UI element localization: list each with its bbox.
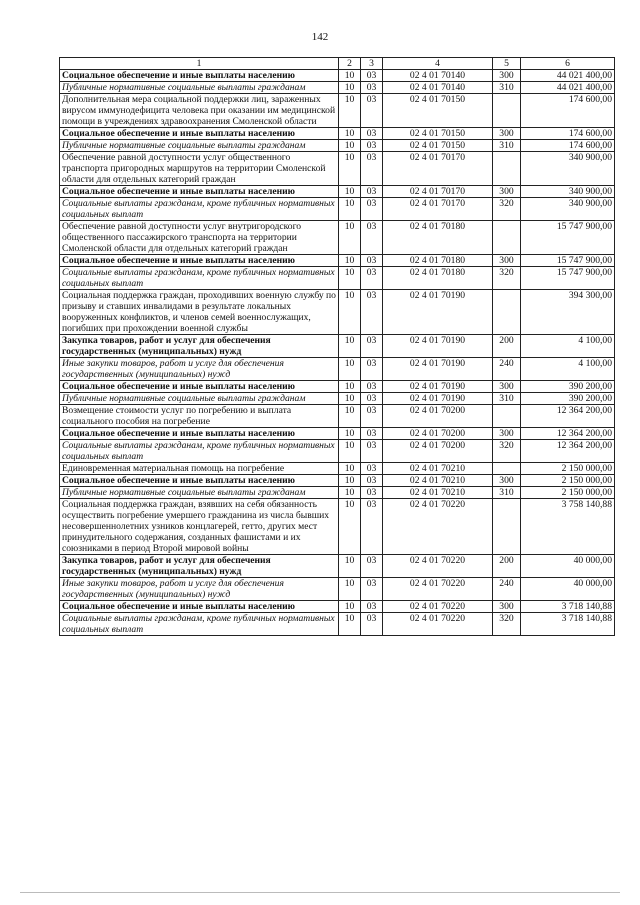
section-code-cell: 10 [339,186,361,198]
section-code-cell: 10 [339,428,361,440]
section-code-cell: 10 [339,152,361,186]
table-row [60,578,615,601]
row-name-cell: Социальные выплаты гражданам, кроме публичных нормативных социальных выплат [60,613,339,636]
expense-type-cell: 300 [493,70,521,82]
row-name-cell: Социальные выплаты гражданам, кроме публичных нормативных социальных выплат [60,198,339,221]
expense-type-cell: 310 [493,140,521,152]
table-row [60,381,615,393]
row-name-cell: Обеспечение равной доступности услуг общественного транспорта пригородных маршрутов на территории Смоленской области для отдельных категорий граждан [60,152,339,186]
expense-type-cell [493,463,521,475]
expense-type-cell [493,405,521,428]
section-code-cell: 10 [339,267,361,290]
section-code-cell: 10 [339,358,361,381]
section-code-cell: 10 [339,613,361,636]
amount-cell: 12 364 200,00 [521,405,615,428]
expense-type-cell: 200 [493,335,521,358]
row-name-cell: Публичные нормативные социальные выплаты гражданам [60,82,339,94]
amount-cell: 174 600,00 [521,128,615,140]
row-name-cell: Социальное обеспечение и иные выплаты населению [60,70,339,82]
expense-type-cell: 300 [493,428,521,440]
row-name-cell: Публичные нормативные социальные выплаты гражданам [60,393,339,405]
table-row [60,487,615,499]
subsection-code-cell: 03 [361,198,383,221]
amount-cell: 15 747 900,00 [521,267,615,290]
table-row [60,555,615,578]
table-row [60,198,615,221]
section-code-cell: 10 [339,578,361,601]
amount-cell: 174 600,00 [521,140,615,152]
row-name-cell: Дополнительная мера социальной поддержки лиц, зараженных вирусом иммунодефицита человека при оказании им медицинской помощи в учреждениях здравоохранения Смоленской области [60,94,339,128]
amount-cell: 3 718 140,88 [521,613,615,636]
expense-type-cell [493,94,521,128]
subsection-code-cell: 03 [361,475,383,487]
expense-type-cell: 240 [493,578,521,601]
expense-type-cell [493,290,521,335]
row-name-cell: Единовременная материальная помощь на погребение [60,463,339,475]
section-code-cell: 10 [339,128,361,140]
column-header: 3 [361,58,383,70]
subsection-code-cell: 03 [361,255,383,267]
row-name-cell: Закупка товаров, работ и услуг для обеспечения государственных (муниципальных) нужд [60,335,339,358]
target-article-cell: 02 4 01 70190 [383,335,493,358]
row-name-cell: Публичные нормативные социальные выплаты гражданам [60,487,339,499]
amount-cell: 394 300,00 [521,290,615,335]
row-name-cell: Иные закупки товаров, работ и услуг для обеспечения государственных (муниципальных) нужд [60,358,339,381]
target-article-cell: 02 4 01 70170 [383,198,493,221]
row-name-cell: Социальная поддержка граждан, взявших на себя обязанность осуществить погребение умершего гражданина из числа бывших несовершеннолетних узников концлагерей, гетто, других мест принудительного содержания, созданных фашистами и их союзниками в период Второй мировой войны [60,499,339,555]
row-name-cell: Социальные выплаты гражданам, кроме публичных нормативных социальных выплат [60,440,339,463]
row-name-cell: Социальное обеспечение и иные выплаты населению [60,601,339,613]
row-name-cell: Социальное обеспечение и иные выплаты населению [60,381,339,393]
table-row [60,152,615,186]
budget-table [59,57,615,636]
section-code-cell: 10 [339,405,361,428]
section-code-cell: 10 [339,140,361,152]
target-article-cell: 02 4 01 70220 [383,613,493,636]
table-row [60,267,615,290]
row-name-cell: Социальное обеспечение и иные выплаты населению [60,255,339,267]
row-name-cell: Обеспечение равной доступности услуг внутригородского общественного пассажирского транспорта на территории Смоленской области для отдельных категорий граждан [60,221,339,255]
target-article-cell: 02 4 01 70180 [383,221,493,255]
expense-type-cell: 300 [493,186,521,198]
expense-type-cell [493,221,521,255]
subsection-code-cell: 03 [361,578,383,601]
subsection-code-cell: 03 [361,140,383,152]
subsection-code-cell: 03 [361,94,383,128]
expense-type-cell: 320 [493,198,521,221]
amount-cell: 2 150 000,00 [521,487,615,499]
section-code-cell: 10 [339,255,361,267]
table-row [60,94,615,128]
amount-cell: 44 021 400,00 [521,82,615,94]
table-row [60,613,615,636]
section-code-cell: 10 [339,487,361,499]
row-name-cell: Социальные выплаты гражданам, кроме публичных нормативных социальных выплат [60,267,339,290]
subsection-code-cell: 03 [361,267,383,290]
target-article-cell: 02 4 01 70190 [383,358,493,381]
scan-edge-line [20,892,620,893]
table-row [60,290,615,335]
target-article-cell: 02 4 01 70150 [383,94,493,128]
section-code-cell: 10 [339,290,361,335]
target-article-cell: 02 4 01 70190 [383,290,493,335]
table-row [60,128,615,140]
section-code-cell: 10 [339,601,361,613]
section-code-cell: 10 [339,463,361,475]
table-row [60,82,615,94]
table-row [60,186,615,198]
target-article-cell: 02 4 01 70180 [383,267,493,290]
amount-cell: 40 000,00 [521,555,615,578]
column-header: 4 [383,58,493,70]
table-row [60,70,615,82]
target-article-cell: 02 4 01 70150 [383,128,493,140]
amount-cell: 3 718 140,88 [521,601,615,613]
row-name-cell: Социальное обеспечение и иные выплаты населению [60,475,339,487]
amount-cell: 2 150 000,00 [521,475,615,487]
table-row [60,393,615,405]
target-article-cell: 02 4 01 70140 [383,82,493,94]
expense-type-cell [493,152,521,186]
row-name-cell: Социальное обеспечение и иные выплаты населению [60,428,339,440]
table-header-row [60,58,615,70]
column-header: 1 [60,58,339,70]
subsection-code-cell: 03 [361,221,383,255]
table-row [60,358,615,381]
amount-cell: 15 747 900,00 [521,255,615,267]
target-article-cell: 02 4 01 70200 [383,405,493,428]
target-article-cell: 02 4 01 70170 [383,152,493,186]
subsection-code-cell: 03 [361,405,383,428]
subsection-code-cell: 03 [361,70,383,82]
subsection-code-cell: 03 [361,381,383,393]
subsection-code-cell: 03 [361,82,383,94]
column-header: 2 [339,58,361,70]
row-name-cell: Публичные нормативные социальные выплаты гражданам [60,140,339,152]
expense-type-cell: 240 [493,358,521,381]
amount-cell: 340 900,00 [521,186,615,198]
subsection-code-cell: 03 [361,335,383,358]
expense-type-cell: 320 [493,440,521,463]
section-code-cell: 10 [339,70,361,82]
target-article-cell: 02 4 01 70190 [383,381,493,393]
target-article-cell: 02 4 01 70150 [383,140,493,152]
section-code-cell: 10 [339,475,361,487]
table-row [60,428,615,440]
subsection-code-cell: 03 [361,487,383,499]
column-header: 6 [521,58,615,70]
target-article-cell: 02 4 01 70210 [383,463,493,475]
table-row [60,475,615,487]
subsection-code-cell: 03 [361,463,383,475]
amount-cell: 174 600,00 [521,94,615,128]
expense-type-cell: 310 [493,393,521,405]
expense-type-cell: 320 [493,267,521,290]
amount-cell: 3 758 140,88 [521,499,615,555]
table-row [60,335,615,358]
table-row [60,601,615,613]
row-name-cell: Возмещение стоимости услуг по погребению и выплата социального пособия на погребение [60,405,339,428]
table-row [60,255,615,267]
table-row [60,440,615,463]
subsection-code-cell: 03 [361,428,383,440]
section-code-cell: 10 [339,221,361,255]
subsection-code-cell: 03 [361,290,383,335]
target-article-cell: 02 4 01 70220 [383,578,493,601]
target-article-cell: 02 4 01 70140 [383,70,493,82]
target-article-cell: 02 4 01 70170 [383,186,493,198]
amount-cell: 390 200,00 [521,393,615,405]
row-name-cell: Закупка товаров, работ и услуг для обеспечения государственных (муниципальных) нужд [60,555,339,578]
target-article-cell: 02 4 01 70190 [383,393,493,405]
row-name-cell: Социальная поддержка граждан, проходивших военную службу по призыву и ставших инвалидами в результате локальных вооруженных конфликтов, и членов семей военнослужащих, погибших при прохождении военной службы [60,290,339,335]
row-name-cell: Социальное обеспечение и иные выплаты населению [60,128,339,140]
section-code-cell: 10 [339,555,361,578]
section-code-cell: 10 [339,82,361,94]
subsection-code-cell: 03 [361,601,383,613]
section-code-cell: 10 [339,94,361,128]
expense-type-cell: 200 [493,555,521,578]
subsection-code-cell: 03 [361,499,383,555]
target-article-cell: 02 4 01 70220 [383,601,493,613]
subsection-code-cell: 03 [361,440,383,463]
expense-type-cell [493,499,521,555]
table-body [60,70,615,636]
expense-type-cell: 300 [493,381,521,393]
amount-cell: 4 100,00 [521,358,615,381]
target-article-cell: 02 4 01 70180 [383,255,493,267]
table-row [60,463,615,475]
amount-cell: 12 364 200,00 [521,440,615,463]
row-name-cell: Иные закупки товаров, работ и услуг для обеспечения государственных (муниципальных) нужд [60,578,339,601]
target-article-cell: 02 4 01 70210 [383,475,493,487]
section-code-cell: 10 [339,393,361,405]
amount-cell: 340 900,00 [521,152,615,186]
subsection-code-cell: 03 [361,555,383,578]
expense-type-cell: 310 [493,487,521,499]
amount-cell: 15 747 900,00 [521,221,615,255]
subsection-code-cell: 03 [361,186,383,198]
amount-cell: 340 900,00 [521,198,615,221]
section-code-cell: 10 [339,335,361,358]
table-row [60,499,615,555]
amount-cell: 44 021 400,00 [521,70,615,82]
column-header: 5 [493,58,521,70]
target-article-cell: 02 4 01 70200 [383,440,493,463]
amount-cell: 390 200,00 [521,381,615,393]
expense-type-cell: 320 [493,613,521,636]
amount-cell: 4 100,00 [521,335,615,358]
amount-cell: 12 364 200,00 [521,428,615,440]
expense-type-cell: 300 [493,475,521,487]
amount-cell: 40 000,00 [521,578,615,601]
target-article-cell: 02 4 01 70210 [383,487,493,499]
row-name-cell: Социальное обеспечение и иные выплаты населению [60,186,339,198]
section-code-cell: 10 [339,440,361,463]
amount-cell: 2 150 000,00 [521,463,615,475]
subsection-code-cell: 03 [361,128,383,140]
table-row [60,140,615,152]
expense-type-cell: 300 [493,255,521,267]
table-row [60,405,615,428]
table-row [60,221,615,255]
target-article-cell: 02 4 01 70200 [383,428,493,440]
subsection-code-cell: 03 [361,393,383,405]
target-article-cell: 02 4 01 70220 [383,555,493,578]
section-code-cell: 10 [339,381,361,393]
subsection-code-cell: 03 [361,613,383,636]
expense-type-cell: 300 [493,601,521,613]
target-article-cell: 02 4 01 70220 [383,499,493,555]
expense-type-cell: 310 [493,82,521,94]
subsection-code-cell: 03 [361,358,383,381]
page-number: 142 [311,31,329,43]
subsection-code-cell: 03 [361,152,383,186]
expense-type-cell: 300 [493,128,521,140]
section-code-cell: 10 [339,499,361,555]
section-code-cell: 10 [339,198,361,221]
